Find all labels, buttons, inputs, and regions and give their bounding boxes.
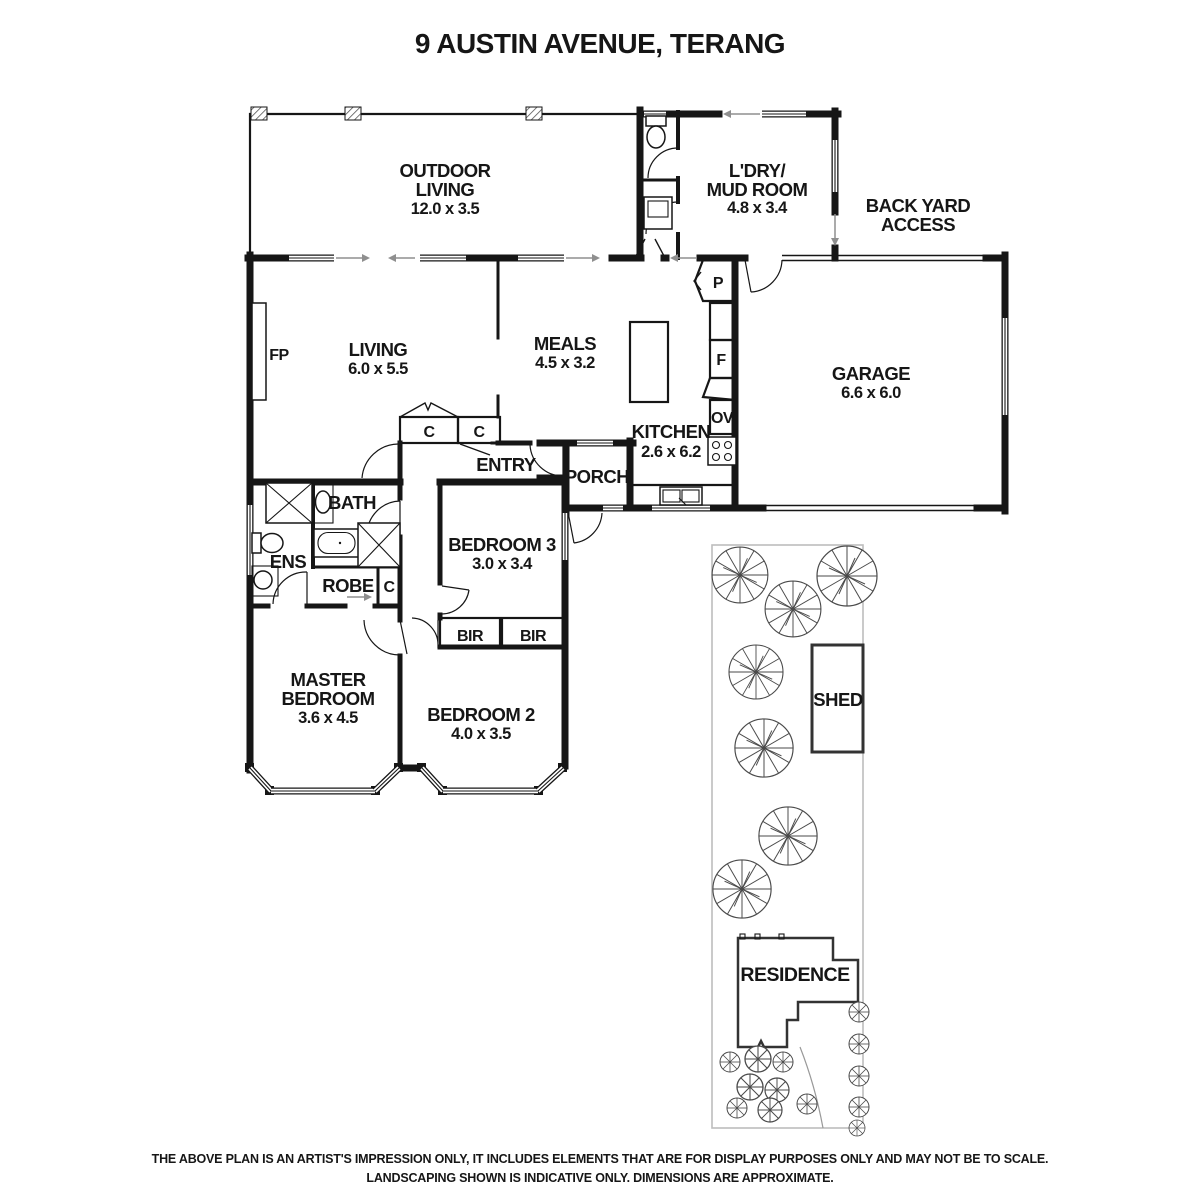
svg-text:MUD ROOM: MUD ROOM (706, 179, 808, 200)
room-labels (269, 160, 970, 743)
cooktop-icon (708, 437, 736, 465)
label-closet-robe: C (383, 579, 395, 596)
room-label-bath: BATH (327, 492, 377, 513)
room-label-garage: GARAGE (831, 363, 911, 384)
room-dims-outdoor-living: 12.0 x 3.5 (410, 200, 480, 218)
kitchen-sink-icon (660, 487, 702, 505)
room-label-robe: ROBE (322, 575, 374, 596)
room-label-ensuite: ENS (269, 551, 307, 572)
room-dims-laundry: 4.8 x 3.4 (727, 199, 787, 217)
room-label-master: MASTER (290, 669, 366, 690)
room-dims-living: 6.0 x 5.5 (348, 360, 408, 378)
shower-icon (358, 523, 400, 567)
pergola-post-icon (345, 107, 361, 120)
room-label-laundry: L'DRY/ (728, 160, 786, 181)
shower-icon (266, 483, 312, 523)
label-shed: SHED (813, 689, 863, 710)
driveway-curve (800, 1047, 823, 1128)
svg-text:ACCESS: ACCESS (880, 214, 956, 235)
room-label-outdoor-living: OUTDOOR (399, 160, 491, 181)
room-label-entry: ENTRY (476, 454, 536, 475)
room-dims-kitchen: 2.6 x 6.2 (641, 443, 701, 461)
disclaimer-line-1: THE ABOVE PLAN IS AN ARTIST'S IMPRESSION ONLY, IT INCLUDES ELEMENTS THAT ARE FOR DISPLAY PURPOSES ONLY AND MAY NOT BE TO SCALE. (151, 1152, 1049, 1166)
room-dims-bedroom3: 3.0 x 3.4 (472, 555, 532, 573)
kitchen-cabinet-icon (710, 303, 735, 340)
label-back-yard-access: BACK YARD (865, 195, 971, 216)
page-title: 9 AUSTIN AVENUE, TERANG (414, 28, 786, 59)
island-bench-icon (630, 322, 668, 402)
label-fireplace: FP (269, 347, 289, 364)
residence-footprint (738, 934, 858, 1047)
disclaimer-text (0, 1150, 1200, 1188)
laundry-trough-icon (644, 197, 672, 229)
disclaimer-line-2: LANDSCAPING SHOWN IS INDICATIVE ONLY. DIMENSIONS ARE APPROXIMATE. (366, 1170, 834, 1185)
toilet-icon (252, 533, 283, 553)
pergola-post-icon (251, 107, 267, 120)
label-closet-2: C (473, 424, 485, 441)
label-bir-1: BIR (456, 628, 484, 645)
room-label-porch: PORCH (564, 466, 630, 487)
label-pantry: P (712, 275, 724, 292)
room-label-living: LIVING (348, 339, 408, 360)
label-closet-1: C (423, 424, 435, 441)
svg-text:BEDROOM: BEDROOM (281, 688, 375, 709)
label-bir-2: BIR (519, 628, 547, 645)
room-label-kitchen: KITCHEN (631, 421, 711, 442)
pergola-post-icon (526, 107, 542, 120)
label-residence: RESIDENCE (740, 964, 850, 986)
room-dims-meals: 4.5 x 3.2 (535, 354, 595, 372)
label-oven: OV (710, 410, 734, 427)
room-label-meals: MEALS (533, 333, 597, 354)
site-plan (712, 545, 877, 1136)
room-dims-garage: 6.6 x 6.0 (841, 384, 901, 402)
room-label-bedroom2: BEDROOM 2 (427, 704, 535, 725)
bathtub-icon (314, 529, 359, 557)
room-dims-bedroom2: 4.0 x 3.5 (451, 725, 511, 743)
toilet-icon (646, 116, 666, 148)
label-fridge: F (716, 352, 726, 369)
fireplace-icon (252, 303, 266, 400)
svg-text:LIVING: LIVING (415, 179, 475, 200)
room-dims-master: 3.6 x 4.5 (298, 709, 358, 727)
room-label-bedroom3: BEDROOM 3 (448, 534, 556, 555)
